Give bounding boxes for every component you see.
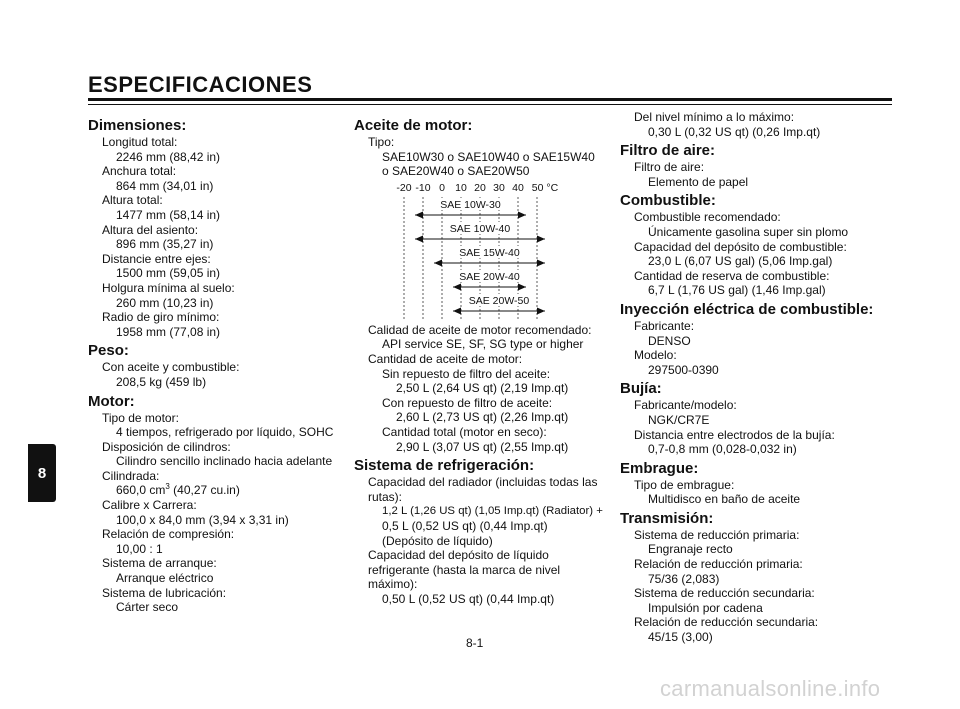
section-title-bujia: Bujía: (620, 380, 662, 398)
arrow-left-icon (415, 235, 423, 242)
spec-label: Fabricante/modelo: (634, 398, 737, 413)
spec-label: Sin repuesto de filtro del aceite: (382, 366, 551, 381)
spec-value: 0,5 L (0,52 US qt) (0,44 Imp.qt) (382, 518, 548, 533)
temperature-tick-label: 10 (455, 181, 467, 194)
column-1 (88, 116, 348, 615)
spec-value: API service SE, SF, SG type or higher (382, 337, 584, 352)
spec-label: Combustible recomendado: (634, 210, 781, 225)
spec-label: rutas): (368, 489, 403, 504)
spec-value: 0,7-0,8 mm (0,028-0,032 in) (648, 442, 797, 457)
spec-value: Multidisco en baño de aceite (648, 492, 801, 507)
viscosity-grade-label: SAE 10W-40 (449, 222, 511, 235)
page-title: ESPECIFICACIONES (88, 72, 313, 97)
spec-label: Del nivel mínimo a lo máximo: (634, 110, 795, 124)
section-title-motor: Motor: (88, 392, 135, 410)
spec-label: Fabricante: (634, 318, 695, 333)
spec-value: 2,90 L (3,07 US qt) (2,55 Imp.qt) (396, 439, 569, 454)
spec-value: 1958 mm (77,08 in) (116, 324, 221, 339)
spec-label: Calidad de aceite de motor recomendado: (368, 322, 592, 337)
arrow-right-icon (537, 307, 545, 314)
section-title-refrigeracion: Sistema de refrigeración: (354, 457, 535, 475)
section-title-peso: Peso: (88, 342, 129, 360)
spec-label: Altura total: (102, 193, 163, 208)
spec-value (88, 483, 348, 498)
spec-label: Calibre x Carrera: (102, 498, 197, 513)
header-rule-thick (88, 98, 892, 101)
spec-value: 864 mm (34,01 in) (116, 178, 214, 193)
viscosity-grade-label: SAE 20W-50 (468, 294, 530, 307)
spec-value: 23,0 L (6,07 US gal) (5,06 Imp.gal) (648, 254, 833, 269)
section-title-aceite: Aceite de motor: (354, 117, 473, 134)
spec-label: Distancia entre electrodos de la bujía: (634, 427, 835, 442)
spec-value: 10,00 : 1 (116, 541, 163, 556)
spec-label: Longitud total: (102, 135, 178, 149)
spec-label: Modelo: (634, 348, 677, 363)
section-title-inyeccion: Inyección eléctrica de combustible: (620, 300, 874, 318)
spec-value: 0,30 L (0,32 US qt) (0,26 Imp.qt) (648, 124, 821, 139)
spec-label: Sistema de arranque: (102, 556, 217, 571)
spec-label: Capacidad del depósito de combustible: (634, 239, 847, 254)
spec-value: Cárter seco (116, 600, 179, 615)
spec-value: Impulsión por cadena (648, 600, 763, 615)
spec-label: Cantidad total (motor en seco): (382, 424, 547, 439)
spec-label: máximo): (368, 577, 418, 592)
spec-label: Holgura mínima al suelo: (102, 280, 235, 295)
spec-label: refrigerante (hasta la marca de nivel (368, 562, 561, 577)
spec-value: 4 tiempos, refrigerado por líquido, SOHC (116, 425, 334, 440)
spec-value: 297500-0390 (648, 362, 719, 377)
arrow-right-icon (518, 211, 526, 218)
spec-value: 1500 mm (59,05 in) (116, 266, 221, 281)
spec-label: Distancie entre ejes: (102, 251, 211, 266)
spec-label: Filtro de aire: (634, 160, 705, 175)
arrow-right-icon (518, 283, 526, 290)
spec-value: 0,50 L (0,52 US qt) (0,44 Imp.qt) (382, 591, 555, 606)
spec-value: 208,5 kg (459 lb) (116, 374, 207, 389)
watermark: carmanualsonline.info (660, 676, 881, 701)
chapter-tab[interactable]: 8 (28, 444, 56, 502)
arrow-left-icon (453, 283, 461, 290)
spec-value: 896 mm (35,27 in) (116, 237, 214, 252)
spec-value: 45/15 (3,00) (648, 630, 713, 645)
spec-label: Sistema de reducción primaria: (634, 527, 800, 542)
arrow-left-icon (453, 307, 461, 314)
viscosity-grade-label: SAE 20W-40 (459, 270, 520, 283)
spec-value: 2,60 L (2,73 US qt) (2,26 Imp.qt) (396, 410, 569, 425)
cilindrada-value-imperial: (40,27 cu.in) (169, 483, 240, 498)
spec-label: Con repuesto de filtro de aceite: (382, 395, 553, 410)
spec-label: Capacidad del radiador (incluidas todas las (368, 475, 598, 490)
spec-value: o SAE20W40 o SAE20W50 (382, 164, 530, 179)
spec-value: 100,0 x 84,0 mm (3,94 x 3,31 in) (116, 512, 289, 527)
spec-value: DENSO (648, 333, 691, 348)
viscosity-grade-label: SAE 10W-30 (440, 198, 501, 211)
section-title-filtro: Filtro de aire: (620, 142, 716, 160)
column-3 (620, 110, 894, 645)
temperature-tick-label: 40 (512, 181, 524, 194)
spec-value: 260 mm (10,23 in) (116, 295, 214, 310)
spec-value: Cilindro sencillo inclinado hacia adelante (116, 454, 333, 469)
temperature-tick-label: -20 (396, 181, 412, 194)
spec-label: Disposición de cilindros: (102, 439, 231, 454)
section-title-combustible: Combustible: (620, 192, 716, 210)
spec-value: NGK/CR7E (648, 412, 710, 427)
spec-value: 2246 mm (88,42 in) (116, 149, 221, 164)
spec-label: Sistema de lubricación: (102, 585, 227, 600)
spec-value: (Depósito de líquido) (382, 533, 493, 548)
header-rule-thin (88, 104, 892, 105)
spec-label: Radio de giro mínimo: (102, 310, 220, 325)
arrow-left-icon (415, 211, 423, 218)
spec-label: Tipo de motor: (102, 410, 179, 425)
spec-label: Altura del asiento: (102, 222, 199, 237)
spec-label: Tipo de embrague: (634, 477, 735, 492)
spec-value: 75/36 (2,083) (648, 571, 720, 586)
section-title-dimensiones: Dimensiones: (88, 117, 187, 134)
spec-label: Anchura total: (102, 164, 177, 179)
spec-value: SAE10W30 o SAE10W40 o SAE15W40 (382, 149, 595, 164)
viscosity-grade-label: SAE 15W-40 (459, 246, 520, 259)
spec-label: Capacidad del depósito de líquido (368, 548, 549, 563)
sae-viscosity-chart (384, 181, 604, 323)
spec-label: Con aceite y combustible: (102, 360, 240, 375)
spec-label: Tipo: (368, 135, 395, 149)
section-title-embrague: Embrague: (620, 459, 699, 477)
arrow-left-icon (434, 259, 442, 266)
arrow-right-icon (537, 235, 545, 242)
spec-value: Arranque eléctrico (116, 571, 214, 586)
temperature-tick-label: -10 (415, 181, 431, 194)
section-title-transmision: Transmisión: (620, 509, 714, 527)
temperature-tick-label: 20 (474, 181, 486, 194)
spec-value: Únicamente gasolina super sin plomo (648, 224, 849, 239)
spec-label: Cantidad de aceite de motor: (368, 351, 523, 366)
spec-value: 1477 mm (58,14 in) (116, 207, 221, 222)
spec-label: Cantidad de reserva de combustible: (634, 268, 830, 283)
arrow-right-icon (537, 259, 545, 266)
sae-viscosity-svg (384, 181, 604, 323)
spec-value: 1,2 L (1,26 US qt) (1,05 Imp.qt) (Radiator) + (382, 505, 603, 518)
spec-value: Engranaje recto (648, 542, 733, 557)
spec-value: 6,7 L (1,76 US gal) (1,46 Imp.gal) (648, 283, 826, 298)
cilindrada-value: 660,0 cm (116, 483, 166, 498)
spec-label: Relación de compresión: (102, 527, 235, 542)
spec-value: 2,50 L (2,64 US qt) (2,19 Imp.qt) (396, 381, 569, 396)
spec-value: Elemento de papel (648, 174, 749, 189)
spec-label: Relación de reducción secundaria: (634, 615, 819, 630)
temperature-tick-label: 0 (439, 181, 445, 194)
temperature-tick-label: 30 (493, 181, 505, 194)
temperature-tick-label: 50 °C (531, 181, 559, 194)
page-number: 8-1 (466, 636, 484, 650)
cilindrada-superscript: 3 (165, 482, 170, 492)
spec-label: Sistema de reducción secundaria: (634, 586, 815, 601)
spec-label: Relación de reducción primaria: (634, 557, 803, 572)
column-2 (354, 116, 616, 606)
spec-label: Cilindrada: (102, 468, 160, 483)
